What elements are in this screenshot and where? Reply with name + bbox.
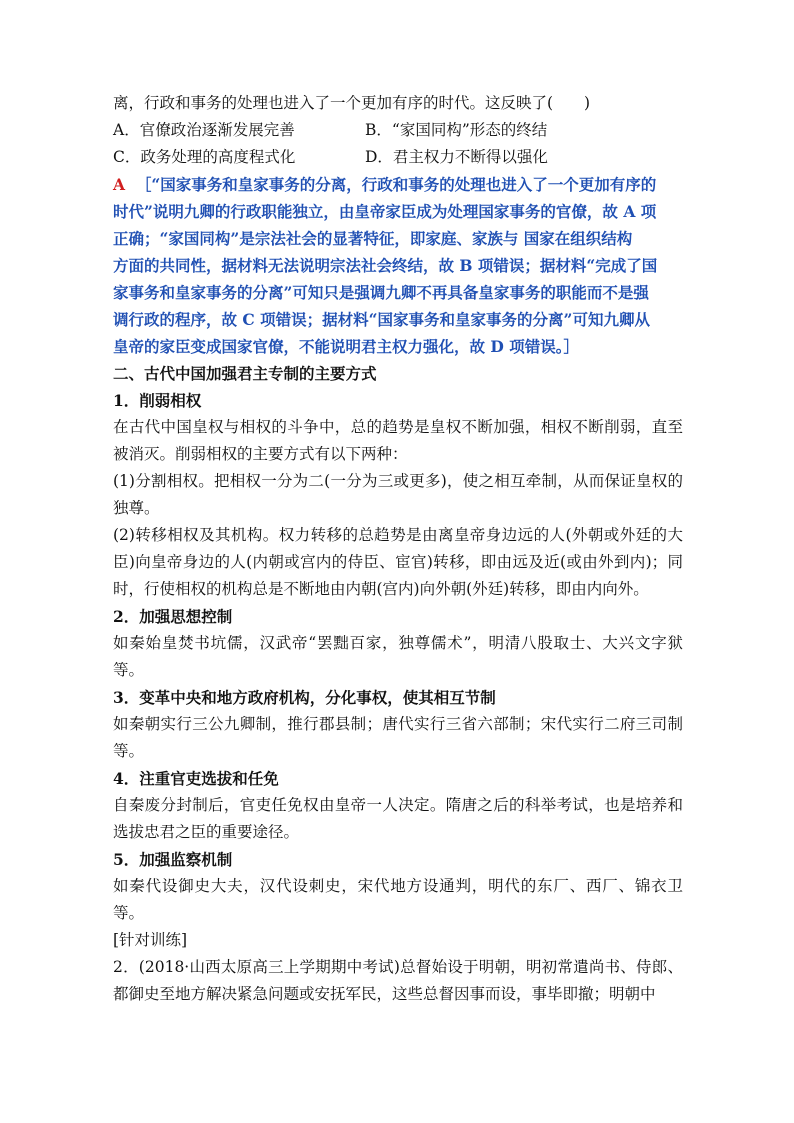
options-row-2 [113,144,683,171]
answer-explanation [113,171,683,360]
next-question: 2．(2018·山西太原高三上学期期中考试)总督始设于明朝，明初常遣尚书、侍郎、都御史至地方解决紧急问题或安抚军民，这些总督因事而设，事毕即撤；明朝中 [113,958,683,1003]
option-b: B．“家国同构”形态的终结 [365,121,548,139]
section-heading: 二、古代中国加强君主专制的主要方式 [113,364,377,383]
explanation-text: ［“国家事务和皇家事务的分离，行政和事务的处理也进入了一个更加有序的 [135,175,657,194]
explanation-text: 时代”说明九卿的行政职能独立，由皇帝家臣成为处理国家事务的官僚，故 A 项 [113,202,657,221]
explanation-text: 皇帝的家臣变成国家官僚，不能说明君主权力强化，故 D 项错误。］ [113,337,579,356]
answer-line [113,171,683,198]
item-paragraph: 如秦代设御史大夫，汉代设刺史，宋代地方设通判，明代的东厂、西厂、锦衣卫等。 [113,877,683,922]
practice-label: [针对训练] [113,931,188,949]
item-title: 4．注重官吏选拔和任免 [113,769,279,788]
item-title: 2．加强思想控制 [113,607,233,626]
item-title: 5．加强监察机制 [113,850,233,869]
item-paragraph: 在古代中国皇权与相权的斗争中，总的趋势是皇权不断加强，相权不断削弱，直至被消灭。削弱相权的主要方式有以下两种： [113,418,683,463]
explanation-text: 调行政的程序，故 C 项错误；据材料“国家事务和皇家事务的分离”可知九卿从 [113,310,650,329]
options-row-1 [113,117,683,144]
item-title: 3．变革中央和地方政府机构，分化事权，使其相互节制 [113,688,496,707]
item-paragraph: 如秦始皇焚书坑儒，汉武帝“罢黜百家，独尊儒术”，明清八股取士、大兴文字狱等。 [113,634,683,679]
item-paragraph: (1)分割相权。把相权一分为二(一分为三或更多)，使之相互牵制，从而保证皇权的独尊。 [113,472,683,517]
option-c: C．政务处理的高度程式化 [113,148,296,166]
item-paragraph: 自秦废分封制后，官吏任免权由皇帝一人决定。隋唐之后的科举考试，也是培养和选拔忠君之臣的重要途径。 [113,796,683,841]
answer-key: A [113,175,126,194]
item-paragraph: 如秦朝实行三公九卿制，推行郡县制；唐代实行三省六部制；宋代实行二府三司制等。 [113,715,683,760]
document-page [113,90,683,1008]
option-d: D．君主权力不断得以强化 [365,148,548,166]
question-tail: 离，行政和事务的处理也进入了一个更加有序的时代。这反映了( ) [113,94,591,112]
option-a: A．官僚政治逐渐发展完善 [113,121,295,139]
explanation-text: 家事务和皇家事务的分离”可知只是强调九卿不再具备皇家事务的职能而不是强 [113,283,649,302]
explanation-text: 正确；“家国同构”是宗法社会的显著特征，即家庭、家族与 国家在组织结构 [113,229,633,248]
item-paragraph: (2)转移相权及其机构。权力转移的总趋势是由离皇帝身边远的人(外朝或外廷的大臣)向皇帝身边的人(内朝或宫内的侍臣、宦官)转移，即由远及近(或由外到内)；同时，行使相权的机构总是不断地由内朝(宫内)向外朝(外廷)转移，即由内向外。 [113,526,683,598]
explanation-text: 方面的共同性，据材料无法说明宗法社会终结，故 B 项错误；据材料“完成了国 [113,256,658,275]
item-title: 1．削弱相权 [113,391,202,410]
